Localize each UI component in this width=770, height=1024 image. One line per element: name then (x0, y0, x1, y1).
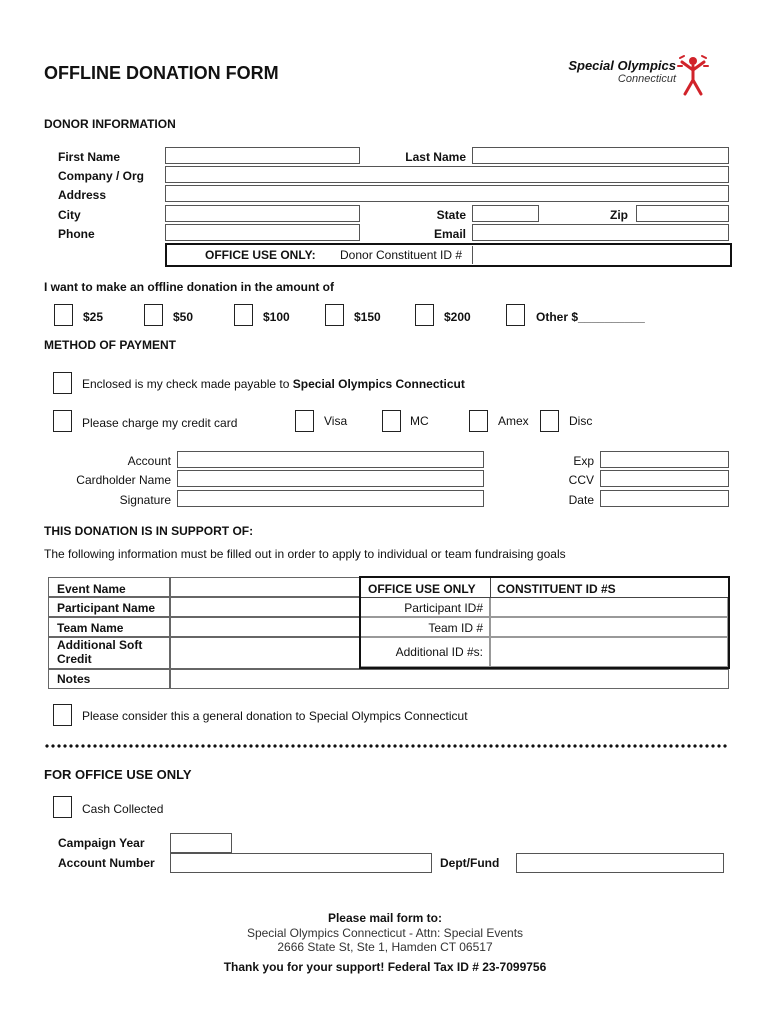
disc-label: Disc (569, 414, 593, 428)
special-olympics-figure-icon (676, 52, 710, 98)
event-name-label: Event Name (57, 582, 126, 596)
constituent-id-field[interactable] (472, 246, 729, 264)
check-prefix: Enclosed is my check made payable to (82, 377, 293, 391)
amex-checkbox[interactable] (469, 410, 488, 432)
support-note: The following information must be filled out in order to apply to individual or team fundraising goals (44, 547, 566, 561)
logo-line1: Special Olympics (568, 58, 676, 73)
date-field[interactable] (600, 490, 729, 507)
team-id-label: Team ID # (428, 621, 483, 635)
signature-field[interactable] (177, 490, 484, 507)
mail-line1: Special Olympics Connecticut - Attn: Special Events (246, 926, 524, 940)
company-label: Company / Org (58, 169, 145, 183)
mc-label: MC (410, 414, 429, 428)
amount-50-checkbox[interactable] (144, 304, 163, 326)
office-use-header: OFFICE USE ONLY (368, 582, 476, 596)
cash-collected-label: Cash Collected (82, 802, 164, 816)
credit-card-checkbox[interactable] (53, 410, 72, 432)
amount-100-label: $100 (263, 310, 290, 324)
date-label: Date (568, 493, 594, 507)
phone-field[interactable] (165, 224, 360, 241)
city-label: City (58, 208, 81, 222)
office-use-label: OFFICE USE ONLY: (205, 248, 316, 262)
cardholder-label: Cardholder Name (76, 473, 171, 487)
mc-checkbox[interactable] (382, 410, 401, 432)
last-name-label: Last Name (405, 150, 466, 164)
general-donation-label: Please consider this a general donation to Special Olympics Connecticut (82, 709, 468, 723)
exp-label: Exp (573, 454, 594, 468)
notes-field[interactable] (170, 669, 729, 689)
payment-heading: METHOD OF PAYMENT (44, 338, 177, 352)
email-label: Email (433, 227, 466, 241)
first-name-field[interactable] (165, 147, 360, 164)
soft-credit-field[interactable] (170, 637, 360, 669)
ccv-label: CCV (568, 473, 594, 487)
logo (526, 58, 676, 85)
state-field[interactable] (472, 205, 539, 222)
amount-other-checkbox[interactable] (506, 304, 525, 326)
office-heading: FOR OFFICE USE ONLY (44, 767, 192, 782)
donor-heading: DONOR INFORMATION (44, 117, 176, 131)
team-name-label: Team Name (57, 621, 124, 635)
amount-prompt: I want to make an offline donation in the amount of (44, 280, 334, 294)
additional-id-label: Additional ID #s: (395, 645, 483, 659)
visa-checkbox[interactable] (295, 410, 314, 432)
account-field[interactable] (177, 451, 484, 468)
check-payee: Special Olympics Connecticut (292, 377, 465, 391)
general-donation-checkbox[interactable] (53, 704, 72, 726)
check-checkbox[interactable] (53, 372, 72, 394)
notes-label: Notes (57, 672, 91, 686)
credit-card-label: Please charge my credit card (82, 416, 238, 430)
amount-25-label: $25 (83, 310, 104, 324)
form-title: OFFLINE DONATION FORM (44, 63, 279, 83)
company-field[interactable] (165, 166, 729, 183)
account-number-label: Account Number (58, 856, 155, 870)
event-name-field[interactable] (170, 577, 360, 597)
ccv-field[interactable] (600, 470, 729, 487)
amount-50-label: $50 (173, 310, 194, 324)
zip-label: Zip (610, 208, 628, 222)
soft-credit-label: Additional Soft Credit (57, 638, 143, 666)
amex-label: Amex (498, 414, 529, 428)
participant-id-label: Participant ID# (404, 601, 483, 615)
check-label (82, 377, 465, 391)
amount-150-label: $150 (354, 310, 381, 324)
amount-25-checkbox[interactable] (54, 304, 73, 326)
participant-name-field[interactable] (170, 597, 360, 617)
signature-label: Signature (119, 493, 171, 507)
dotted-divider (44, 744, 728, 748)
first-name-label: First Name (58, 150, 121, 164)
email-field[interactable] (472, 224, 729, 241)
amount-200-label: $200 (444, 310, 471, 324)
visa-label: Visa (324, 414, 348, 428)
last-name-field[interactable] (472, 147, 729, 164)
amount-other-label: Other $__________ (536, 310, 645, 324)
exp-field[interactable] (600, 451, 729, 468)
dept-fund-field[interactable] (516, 853, 724, 873)
cash-collected-checkbox[interactable] (53, 796, 72, 818)
amount-200-checkbox[interactable] (415, 304, 434, 326)
team-name-field[interactable] (170, 617, 360, 637)
amount-150-checkbox[interactable] (325, 304, 344, 326)
dept-fund-label: Dept/Fund (440, 856, 500, 870)
account-number-field[interactable] (170, 853, 432, 873)
address-field[interactable] (165, 185, 729, 202)
phone-label: Phone (58, 227, 95, 241)
mail-heading: Please mail form to: (327, 911, 443, 925)
cardholder-field[interactable] (177, 470, 484, 487)
constituent-id-label: Donor Constituent ID # (340, 248, 463, 262)
thank-you: Thank you for your support! Federal Tax ID # 23-7099756 (223, 960, 547, 974)
campaign-year-field[interactable] (170, 833, 232, 853)
amount-100-checkbox[interactable] (234, 304, 253, 326)
account-label: Account (127, 454, 171, 468)
support-heading: THIS DONATION IS IN SUPPORT OF: (44, 524, 254, 538)
constituent-ids-header: CONSTITUENT ID #S (497, 582, 616, 596)
logo-line2: Connecticut (617, 73, 676, 85)
address-label: Address (58, 188, 107, 202)
campaign-year-label: Campaign Year (58, 836, 145, 850)
city-field[interactable] (165, 205, 360, 222)
state-label: State (436, 208, 466, 222)
participant-name-label: Participant Name (57, 601, 156, 615)
mail-line2: 2666 State St, Ste 1, Hamden CT 06517 (277, 940, 493, 954)
disc-checkbox[interactable] (540, 410, 559, 432)
zip-field[interactable] (636, 205, 729, 222)
